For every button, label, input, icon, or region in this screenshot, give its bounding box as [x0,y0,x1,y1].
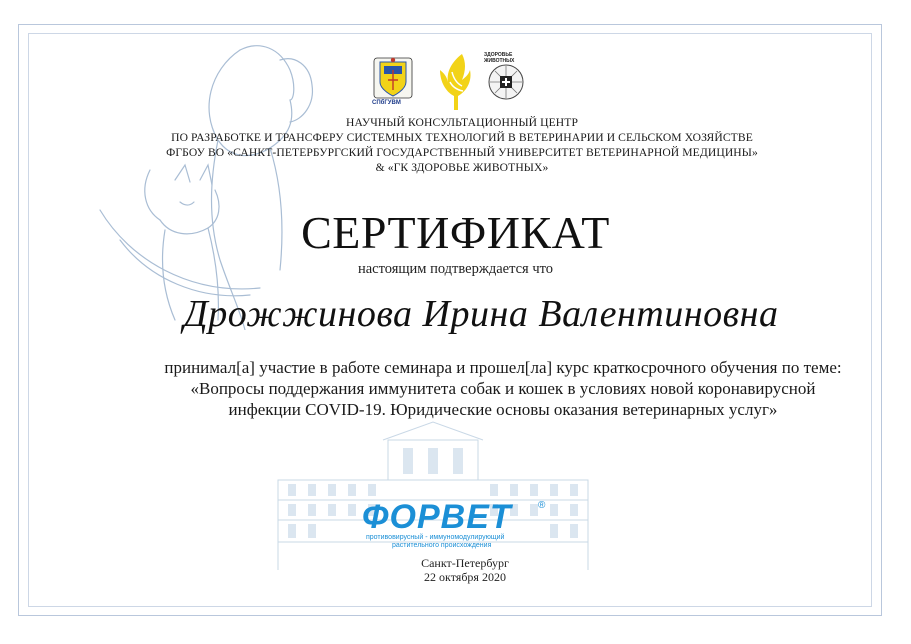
header-line-2: ПО РАЗРАБОТКЕ И ТРАНСФЕРУ СИСТЕМНЫХ ТЕХНОЛОГИЙ В ВЕТЕРИНАРИИ И СЕЛЬСКОМ ХОЗЯЙСТВЕ [171,131,753,144]
issue-city: Санкт-Петербург [421,556,509,570]
certificate-title: СЕРТИФИКАТ [301,207,610,258]
animal-health-logo-icon [486,60,526,102]
confirmation-text: настоящим подтверждается что [357,261,554,277]
header-line-1: НАУЧНЫЙ КОНСУЛЬТАЦИОННЫЙ ЦЕНТР [345,116,579,129]
place-and-date [0,556,911,584]
issuer-header [40,115,884,175]
header-line-4: & «ГК ЗДОРОВЬЕ ЖИВОТНЫХ» [375,161,549,174]
course-description [90,357,911,420]
course-line-3: инфекции COVID-19. Юридические основы оказания ветеринарных услуг» [228,400,778,419]
issue-date: 22 октября 2020 [424,570,506,584]
brand-name: ФОРВЕТ [362,498,512,536]
yellow-flame-logo-icon [436,52,476,112]
course-line-2: «Вопросы поддержания иммунитета собак и кошек в условиях новой коронавирусной [190,379,816,398]
logo-row [368,52,538,114]
university-crest-icon [370,56,416,100]
forvet-brand [362,498,562,548]
header-line-3: ФГБОУ ВО «САНКТ-ПЕТЕРБУРГСКИЙ ГОСУДАРСТВЕННЫЙ УНИВЕРСИТЕТ ВЕТЕРИНАРНОЙ МЕДИЦИНЫ» [166,146,758,159]
recipient-name: Дрожжинова Ирина Валентиновна [183,293,779,335]
brand-tagline-2: растительного происхождения [392,542,492,549]
course-line-1: принимал[а] участие в работе семинара и прошел[ла] курс краткосрочного обучения по теме: [164,358,842,377]
university-logo-label: СПбГУВМ [372,100,401,106]
brand-tagline-1: противовирусный - иммуномодулирующий [366,534,505,541]
animal-health-logo-label: ЗДОРОВЬЕ ЖИВОТНЫХ [484,52,515,64]
brand-registered-mark: ® [538,500,546,511]
